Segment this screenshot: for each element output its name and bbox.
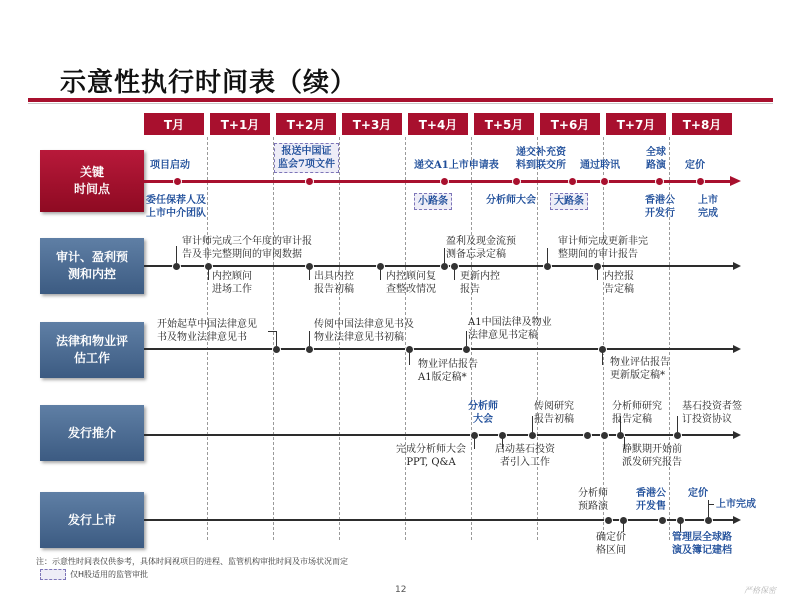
- audit-dot: [440, 262, 449, 271]
- footnote: 注：示意性时间表仅供参考，具体时间视项目的进程、监管机构审批时间及市场状况而定: [36, 557, 348, 566]
- legal-dot: [462, 345, 471, 354]
- key-milestone-track: [144, 180, 732, 183]
- legal-a1-final: A1中国法律及物业 法律意见书定稿: [468, 317, 552, 341]
- row-label-legal: 法律和物业评 估工作: [40, 322, 144, 378]
- listing-done: 上市完成: [716, 499, 756, 510]
- marketing-dot: [673, 431, 682, 440]
- connector: [708, 504, 714, 505]
- month-header-t7: T+7月: [606, 113, 666, 135]
- audit-dot: [172, 262, 181, 271]
- milestone-dot: [173, 177, 182, 186]
- row-label-audit: 审计、盈利预 测和内控: [40, 238, 144, 294]
- connector: [466, 331, 467, 346]
- audit-updated-report: 审计师完成更新非完 整期间的审计报告: [558, 236, 648, 260]
- listing-dot: [658, 516, 667, 525]
- timeline-arrow-icon: [730, 176, 741, 186]
- confidential-watermark: 严格保密: [744, 586, 776, 595]
- connector: [708, 500, 709, 517]
- month-header-t: T月: [144, 113, 204, 135]
- legend-text: 仅H股适用的监管审批: [70, 570, 149, 579]
- listing-arrow-icon: [733, 516, 741, 524]
- marketing-cornerstone-sign: 基石投资者签 订投资协议: [682, 401, 742, 425]
- milestone-analyst-meeting: 分析师大会: [486, 195, 536, 206]
- month-header-t3: T+3月: [342, 113, 402, 135]
- month-header-t2: T+2月: [276, 113, 336, 135]
- milestone-supplement-filing: 递交补充资 料到联交所: [516, 147, 566, 171]
- audit-ic-final: 内控报 告定稿: [604, 271, 634, 295]
- marketing-arrow-icon: [733, 431, 741, 439]
- legal-dot: [272, 345, 281, 354]
- legal-valuation-update: 物业评估报告 更新版定稿*: [610, 357, 670, 381]
- legal-circulate-draft: 传阅中国法律意见书及 物业法律意见书初稿: [314, 319, 414, 343]
- connector: [409, 351, 410, 365]
- connector: [268, 331, 276, 332]
- connector: [454, 268, 455, 280]
- legal-valuation-a1: 物业评估报告 A1版定稿*: [418, 359, 478, 383]
- connector: [309, 268, 310, 280]
- milestone-hearing: 通过聆讯: [580, 160, 620, 171]
- milestone-big-road: 大路条: [550, 193, 588, 210]
- month-header-t4: T+4月: [408, 113, 468, 135]
- milestone-dot: [600, 177, 609, 186]
- listing-hk-offering: 香港公 开发售: [636, 488, 666, 512]
- milestone-dot: [696, 177, 705, 186]
- milestone-hk-ipo: 香港公 开发行: [645, 195, 675, 219]
- row-label-key-milestones: 关键 时间点: [40, 150, 144, 212]
- connector: [176, 246, 177, 263]
- milestone-project-start: 项目启动: [150, 160, 190, 171]
- listing-analyst-preroadshow: 分析师 预路演: [578, 488, 608, 512]
- milestone-dot: [655, 177, 664, 186]
- connector: [276, 331, 277, 346]
- connector: [602, 351, 603, 365]
- milestone-small-road: 小路条: [414, 193, 452, 210]
- milestone-a1-filing: 递交A1上市申请表: [414, 160, 499, 171]
- milestone-pricing: 定价: [685, 160, 705, 171]
- marketing-analyst-meeting: 分析师 大会: [468, 401, 498, 425]
- milestone-global-roadshow: 全球 路演: [646, 147, 666, 171]
- page-number: 12: [395, 585, 407, 595]
- audit-ic-recheck: 内控顾问复 查整改情况: [386, 271, 436, 295]
- listing-track: [144, 519, 734, 521]
- title-divider: [28, 98, 773, 102]
- month-header-t8: T+8月: [672, 113, 732, 135]
- legal-track: [144, 348, 734, 350]
- marketing-dot: [583, 431, 592, 440]
- page-title: 示意性执行时间表（续）: [60, 68, 358, 98]
- milestone-csrc-filing: 报送中国证 监会7项文件: [274, 143, 339, 173]
- audit-forecast-memo: 盈利及现金流预 测备忘录定稿: [446, 236, 516, 260]
- connector: [677, 416, 678, 432]
- audit-annual-report: 审计师完成三个年度的审计报 告及非完整期间的审阅数据: [182, 236, 312, 260]
- month-header-t1: T+1月: [210, 113, 270, 135]
- listing-dot: [704, 516, 713, 525]
- milestone-dot: [512, 177, 521, 186]
- milestone-appoint-sponsors: 委任保荐人及 上市中介团队: [146, 195, 206, 219]
- marketing-dot: [600, 431, 609, 440]
- listing-pricing: 定价: [688, 488, 708, 499]
- marketing-research-final: 分析师研究 报告定稿: [612, 401, 662, 425]
- marketing-cornerstone-start: 启动基石投资 者引入工作: [495, 444, 555, 468]
- row-label-marketing: 发行推介: [40, 405, 144, 461]
- connector: [208, 268, 209, 280]
- month-divider: [603, 137, 604, 540]
- month-header-t6: T+6月: [540, 113, 600, 135]
- milestone-dot: [305, 177, 314, 186]
- marketing-research-draft: 传阅研究 报告初稿: [534, 401, 574, 425]
- audit-track: [144, 265, 734, 267]
- audit-arrow-icon: [733, 262, 741, 270]
- marketing-quiet-period: 静默期开始前 派发研究报告: [622, 444, 682, 468]
- connector: [309, 331, 310, 346]
- title-divider-thin: [28, 103, 773, 104]
- month-divider: [273, 137, 274, 540]
- listing-dot: [604, 516, 613, 525]
- connector: [532, 416, 533, 432]
- audit-ic-update: 更新内控 报告: [460, 271, 500, 295]
- listing-roadshow-bookbuilding: 管理层全球路 演及簿记建档: [672, 532, 732, 556]
- legal-start-drafting: 开始起草中国法律意见 书及物业法律意见书: [157, 319, 257, 343]
- listing-price-range: 确定价 格区间: [596, 532, 626, 556]
- connector: [547, 248, 548, 263]
- month-header-t5: T+5月: [474, 113, 534, 135]
- legal-dot: [305, 345, 314, 354]
- connector: [474, 437, 475, 449]
- marketing-track: [144, 434, 734, 436]
- audit-ic-report-draft: 出具内控 报告初稿: [314, 271, 354, 295]
- audit-dot: [543, 262, 552, 271]
- legend-swatch: [40, 569, 66, 580]
- milestone-dot: [568, 177, 577, 186]
- milestone-listing-done: 上市 完成: [698, 195, 718, 219]
- marketing-analyst-ppt: 完成分析师大会 PPT, Q&A: [396, 444, 466, 468]
- marketing-dot: [528, 431, 537, 440]
- audit-ic-consultant-onsite: 内控顾问 进场工作: [212, 271, 252, 295]
- connector: [380, 268, 381, 280]
- row-label-listing: 发行上市: [40, 492, 144, 548]
- connector: [444, 248, 445, 263]
- connector: [597, 268, 598, 280]
- milestone-dot: [440, 177, 449, 186]
- legal-arrow-icon: [733, 345, 741, 353]
